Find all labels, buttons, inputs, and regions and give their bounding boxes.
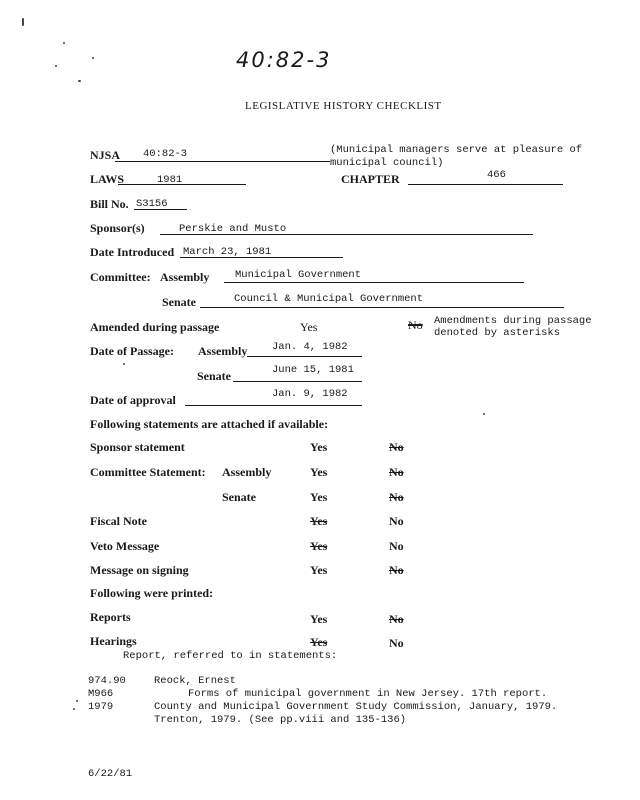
page-title: LEGISLATIVE HISTORY CHECKLIST xyxy=(245,100,442,112)
committee-assembly-label: Assembly xyxy=(160,270,210,284)
committee-label: Committee: xyxy=(90,270,151,284)
scan-speck xyxy=(92,57,94,59)
scan-speck xyxy=(55,65,57,67)
statement-label: Committee Statement: xyxy=(90,465,206,479)
chapter-underline xyxy=(408,170,563,185)
description-text: (Municipal managers serve at pleasure of municipal council) xyxy=(330,144,583,169)
bill-value: S3156 xyxy=(136,198,168,210)
amended-yes: Yes xyxy=(300,320,318,334)
reference-line: Forms of municipal government in New Jersey. 17th report. xyxy=(188,688,548,700)
statement-yes-struck: Yes xyxy=(310,539,328,553)
printed-no-struck: No xyxy=(389,612,404,626)
printed-yes: Yes xyxy=(310,612,328,626)
passage-assembly-label: Assembly xyxy=(198,344,248,358)
scan-speck xyxy=(483,413,485,415)
call-number: 1979 xyxy=(88,701,114,713)
statement-sub: Assembly xyxy=(222,465,272,479)
approval-value: Jan. 9, 1982 xyxy=(272,388,348,400)
printed-label: Hearings xyxy=(90,634,137,648)
laws-label: LAWS xyxy=(90,172,125,186)
reference-line: County and Municipal Government Study Commission, January, 1979. xyxy=(154,701,558,713)
statement-no-struck: No xyxy=(389,563,404,577)
statement-no: No xyxy=(389,539,404,553)
amended-no-struck: No xyxy=(408,318,423,332)
statement-sub: Senate xyxy=(222,490,256,504)
committee-senate-value: Council & Municipal Government xyxy=(234,293,424,305)
committee-senate-label: Senate xyxy=(162,295,196,309)
statement-no-struck: No xyxy=(389,440,404,454)
approval-label: Date of approval xyxy=(90,393,176,407)
date-introduced-label: Date Introduced xyxy=(90,245,175,259)
statement-yes: Yes xyxy=(310,563,328,577)
njsa-label: NJSA xyxy=(90,148,121,162)
scan-speck xyxy=(63,42,65,44)
statements-heading: Following statements are attached if available: xyxy=(90,417,329,431)
printed-heading: Following were printed: xyxy=(90,586,214,600)
references-intro: Report, referred to in statements: xyxy=(123,650,338,662)
scan-speck xyxy=(78,80,81,82)
amended-label: Amended during passage xyxy=(90,320,220,334)
passage-senate-value: June 15, 1981 xyxy=(272,364,354,376)
reference-line: Reock, Ernest xyxy=(154,675,236,687)
call-number: M966 xyxy=(88,688,114,700)
printed-label: Reports xyxy=(90,610,131,624)
statement-yes: Yes xyxy=(310,465,328,479)
scan-speck xyxy=(73,708,75,710)
committee-assembly-value: Municipal Government xyxy=(235,269,362,281)
statement-yes-struck: Yes xyxy=(310,514,328,528)
printed-yes-struck: Yes xyxy=(310,635,328,649)
passage-label: Date of Passage: xyxy=(90,344,174,358)
statement-label: Veto Message xyxy=(90,539,160,553)
printed-no: No xyxy=(389,636,404,650)
statement-no-struck: No xyxy=(389,465,404,479)
amended-note: Amendments during passage denoted by asterisks xyxy=(434,315,592,339)
scan-speck xyxy=(76,700,78,702)
passage-assembly-value: Jan. 4, 1982 xyxy=(272,341,348,353)
njsa-value: 40:82-3 xyxy=(143,148,188,160)
date-introduced-value: March 23, 1981 xyxy=(183,246,272,258)
statement-label: Sponsor statement xyxy=(90,440,185,454)
footer-date: 6/22/81 xyxy=(88,768,133,780)
sponsor-value: Perskie and Musto xyxy=(179,223,287,235)
laws-value: 1981 xyxy=(157,174,183,186)
statement-label: Message on signing xyxy=(90,563,189,577)
sponsor-label: Sponsor(s) xyxy=(90,221,145,235)
statement-no: No xyxy=(389,514,404,528)
scan-speck xyxy=(123,363,125,365)
statement-yes: Yes xyxy=(310,440,328,454)
chapter-label: CHAPTER xyxy=(341,172,400,186)
scan-speck xyxy=(22,18,24,26)
call-number: 974.90 xyxy=(88,675,126,687)
reference-line: Trenton, 1979. (See pp.viii and 135-136) xyxy=(154,714,407,726)
statement-no-struck: No xyxy=(389,490,404,504)
handwritten-number: 40:82-3 xyxy=(236,48,332,72)
bill-label: Bill No. xyxy=(90,197,129,211)
statement-label: Fiscal Note xyxy=(90,514,147,528)
chapter-value: 466 xyxy=(487,169,506,181)
passage-senate-label: Senate xyxy=(197,369,231,383)
statement-yes: Yes xyxy=(310,490,328,504)
